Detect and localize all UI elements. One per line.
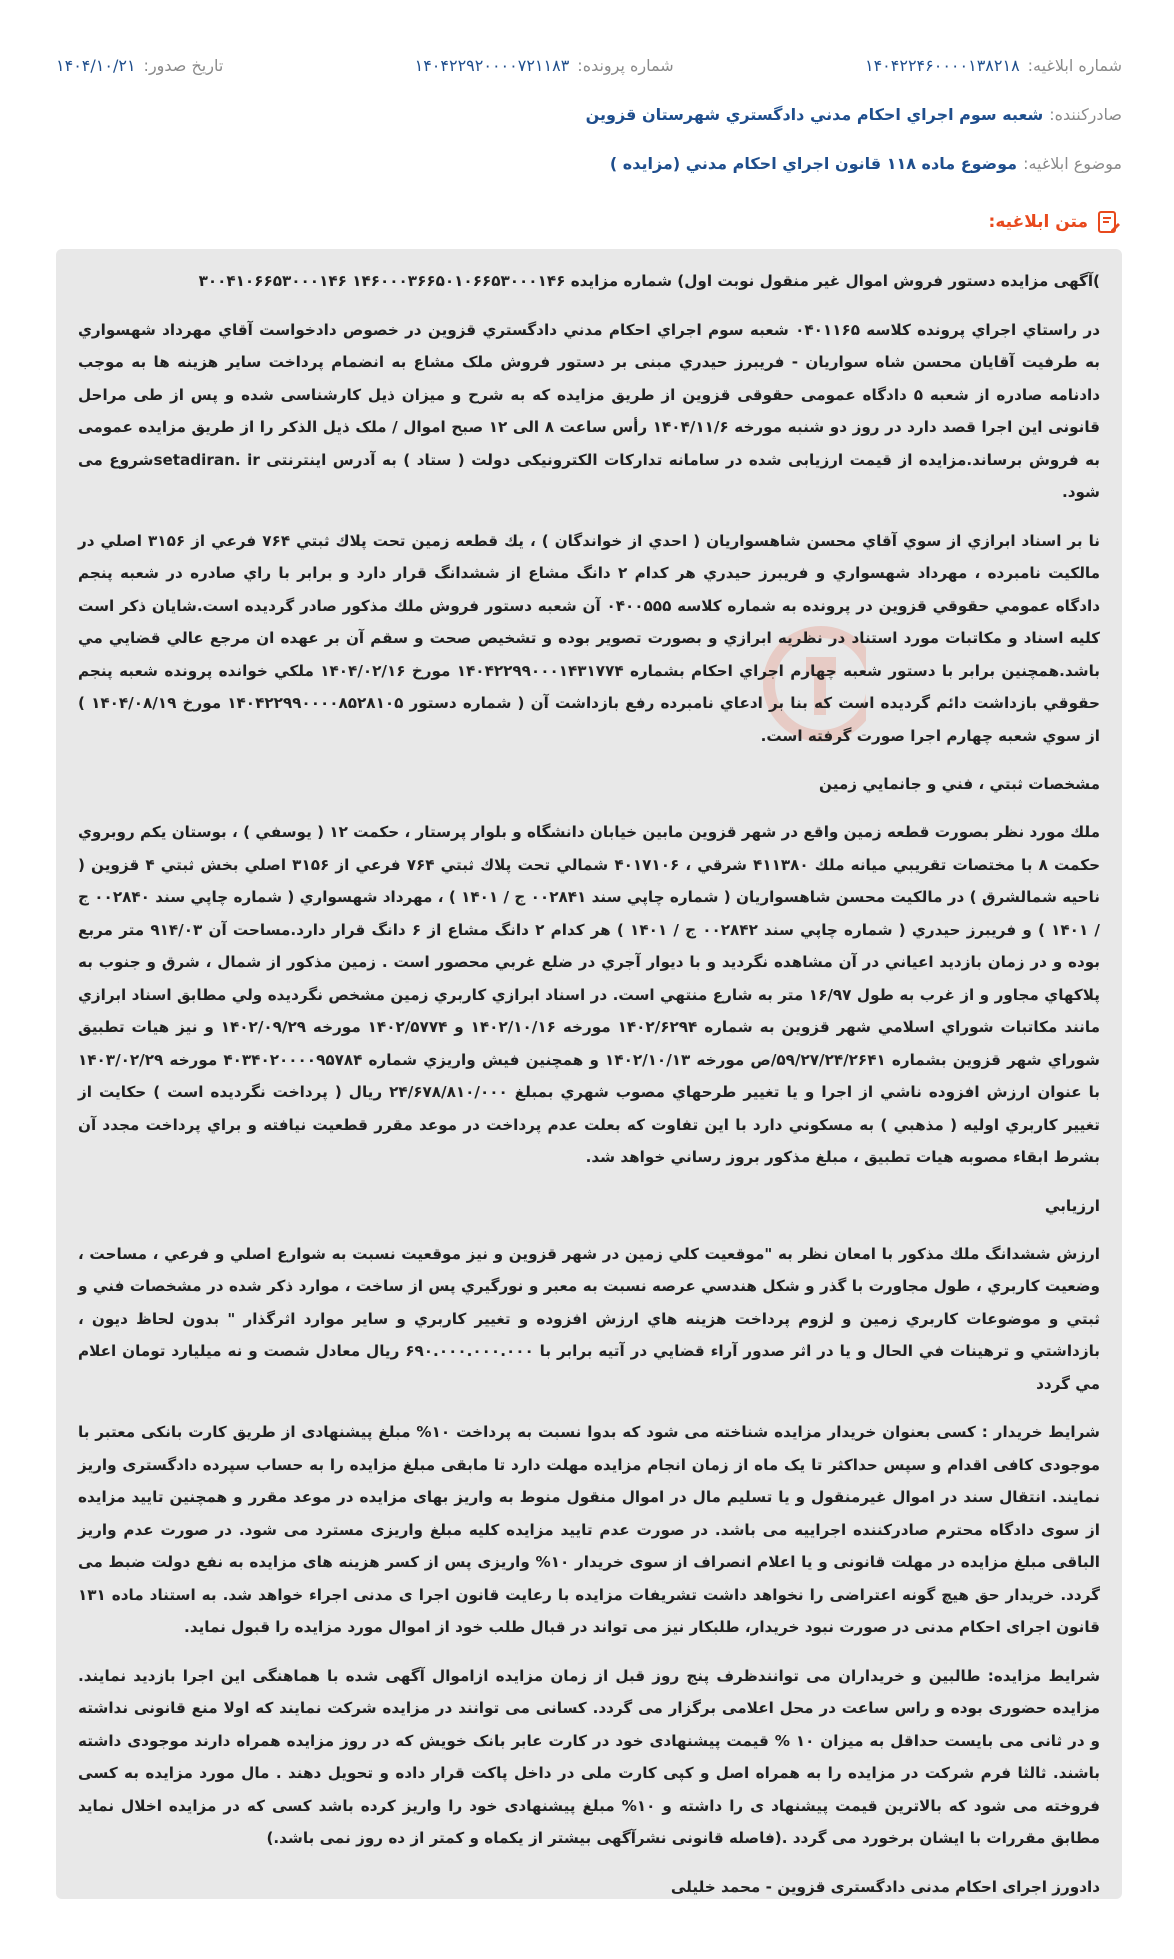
subject-label: موضوع ابلاغیه: — [1023, 154, 1122, 173]
issuer-value: شعبه سوم اجراي احکام مدني دادگستري شهرستان قزوين — [585, 105, 1044, 124]
notice-number-value: ۱۴۰۴۲۲۴۶۰۰۰۰۱۳۸۲۱۸ — [864, 56, 1020, 75]
notice-text-label: متن ابلاغیه: — [988, 212, 1088, 232]
issue-date-label: تاریخ صدور: — [143, 56, 224, 75]
valuation-heading: ارزيابي — [1044, 1196, 1100, 1215]
execution-paragraph: در راستاي اجراي پرونده کلاسه ۰۴۰۱۱۶۵ شعبه سوم اجراي احکام مدني دادگستري قزوين در خصوص دادخواست آقاي مهرداد شهسواري به طرفيت آقايان محسن شاه سواريان - فريبرز حيدري مبنی بر دستور فروش ملک مشاع به انضمام پرداخت سایر هزینه ها به موجب دادنامه صادره از شعبه ۵ دادگاه عمومی حقوقی قزوین از طریق مزایده که به شرح و میزان ذیل کارشناسی شده و پس از طی مراحل قانونی این اجرا قصد دارد در روز دو شنبه مورخه ۱۴۰۴/۱۱/۶ رأس ساعت ۸ الی ۱۲ صبح اموال / ملک ذیل الذکر را از طریق مزایده عمومی به فروش برساند.مزایده از قیمت ارزیابی شده در سامانه تدارکات الکترونیکی دولت ( ستاد ) به آدرس اینترنتی setadiran. irشروع می شود. — [78, 320, 1101, 501]
signature-line: دادورز اجرای احکام مدنی دادگستری قزوین - محمد خلیلی — [670, 1877, 1100, 1896]
specs-heading: مشخصات ثبتي ، فني و جانمايي زمين — [819, 775, 1100, 793]
valuation-paragraph: ارزش ششدانگ ملك مذكور با امعان نظر به "موقعيت كلي زمين در شهر قزوين و نيز موقعيت نسبت به شوارع اصلي و فرعي ، مساحت ، وضعيت كاربري ، طول مجاورت با گذر و شكل هندسي عرصه نسبت به معبر و نورگيري پس از ساخت ، موارد ذكر شده در مشخصات فني و ثبتي و موضوعات كاربري زمين و لزوم پرداخت هزينه هاي ارزش افزوده و تغيير كاربري و ساير موارد اثرگذار " بدون لحاظ ديون ، بازداشتي و ترهينات في الحال و يا در اثر صدور آراء قضايي در آتيه برابر با ۶۹۰.۰۰۰.۰۰۰.۰۰۰ ريال معادل شصت و نه ميليارد تومان اعلام مي گردد — [78, 1244, 1100, 1393]
notice-number — [865, 56, 1122, 75]
subject-line — [56, 154, 1122, 173]
issue-date-value: ۱۴۰۴/۱۰/۲۱ — [56, 56, 136, 75]
notice-text-heading — [56, 209, 1122, 235]
buyer-conditions-paragraph: شرایط خریدار : کسی بعنوان خریدار مزایده شناخته می شود که بدوا نسبت به پرداخت ۱۰% مبلغ پیشنهادی از طریق کارت بانکی معتبر با موجودی کافی اقدام و سپس حداکثر تا یک ماه از زمان انجام مزایده مهلت دارد تا مابقی مبلغ مزایده را به حساب سپرده دادگستری واریز نمایند. انتقال سند در اموال غیرمنقول و یا تسلیم مال در اموال منقول منوط به واریز بهای مزایده در موعد مقرر و همچنین تایید مزایده از سوی دادگاه محترم صادرکننده اجراییه می باشد. در صورت عدم تایید مزایده کلیه مبلغ واریزی مسترد می شود. در صورت عدم واریز الباقی مبلغ مزایده در مهلت قانونی و یا اعلام انصراف از سوی خریدار ۱۰% واریزی پس از کسر هزینه های مزایده به نفع دولت ضبط می گردد. خریدار حق هیچ گونه اعتراضی را نخواهد داشت تشریفات مزایده با رعایت قانون اجرا ی مدنی اجراء خواهد شد. به استناد ماده ۱۳۱ قانون اجرای احکام مدنی در صورت نبود خریدار، طلبکار نیز می تواند در قبال طلب خود از اموال مورد مزایده را قبول نماید. — [78, 1423, 1100, 1636]
auction-conditions-paragraph: شرایط مزایده: طالبین و خریداران می توانندظرف پنج روز قبل از زمان مزایده ازاموال آگهی شده با هماهنگی این اجرا بازدید نمایند. مزایده حضوری بوده و راس ساعت در محل اعلامی برگزار می گردد. کسانی می توانند در مزایده شرکت نمایند که اولا منع قانونی نداشته و در ثانی می بایست حداقل به میزان ۱۰ % قیمت پیشنهادی خود در کارت عابر بانک خویش که در روز مزایده همراه دارند موجودی داشته باشند. ثالثا فرم شرکت در مزایده را به همراه اصل و کپی کارت ملی در داخل پاکت قرار داده و تحویل دهند . مال مورد مزایده به کسی فروخته می شود که بالاترین قیمت پیشنهاد ی را داشته و ۱۰% مبلغ پیشنهادی خود را واریز کرده باشد کسی که در مزایده اخلال نماید مطابق مقررات با ایشان برخورد می گردد .(فاصله قانونی نشرآگهی بیشتر از یکماه و کمتر از ده روز نمی باشد.) — [78, 1666, 1100, 1847]
subject-value: موضوع ماده ۱۱۸ قانون اجراي احکام مدني (مزايده ) — [609, 154, 1018, 173]
case-number-label: شماره پرونده: — [577, 56, 674, 75]
case-number — [415, 56, 674, 75]
issue-date — [56, 56, 223, 75]
notice-number-label: شماره ابلاغیه: — [1027, 56, 1122, 75]
notice-meta-row — [56, 0, 1122, 75]
notice-content-box — [56, 249, 1122, 1899]
case-number-value: ۱۴۰۴۲۲۹۲۰۰۰۰۷۲۱۱۸۳ — [414, 56, 570, 75]
document-edit-icon — [1096, 209, 1122, 235]
auction-title-paragraph: )آگهی مزایده دستور فروش اموال غیر منقول نوبت اول) شماره مزایده ۱۴۶۰۰۰۳۶۶۵۰۱۰۶۶۵۳۰۰۰۱۴۶ ۳۰۰۴۱۰۶۶۵۳۰۰۰۱۴۶ — [198, 272, 1100, 290]
issuer-label: صادرکننده: — [1049, 105, 1122, 124]
specs-paragraph: ملك مورد نظر بصورت قطعه زمين واقع در شهر قزوين مابين خيابان دانشگاه و بلوار پرستار ، حكمت ۱۲ ( يوسفي ) ، بوستان يكم روبروي حكمت ۸ با مختصات تقريبي ميانه ملك ۴۱۱۳۸۰ شرقي ، ۴۰۱۷۱۰۶ شمالي تحت پلاك ثبتي ۷۶۴ فرعي از ۳۱۵۶ اصلي بخش ثبتي ۴ قزوين ( ناحيه شمالشرق ) در مالكيت محسن شاهسواريان ( شماره چاپي سند ۰۰۲۸۴۱ ج / ۱۴۰۱ ) ، مهرداد شهسواري ( شماره چاپي سند ۰۰۲۸۴۰ ج / ۱۴۰۱ ) و فريبرز حيدري ( شماره چاپي سند ۰۰۲۸۴۲ ج / ۱۴۰۱ ) هر كدام ۲ دانگ مشاع از ۶ دانگ قرار دارد.مساحت آن ۹۱۴/۰۳ متر مربع بوده و در زمان بازديد اعياني در آن مشاهده نگرديد و با ديوار آجري در ضلع غربي محصور است . زمين مذكور از شمال ، شرق و جنوب به پلاكهاي مجاور و از غرب به طول ۱۶/۹۷ متر به شارع منتهي است. در اسناد ابرازي كاربري زمين مشخص نگرديده ولي مطابق اسناد ابرازي مانند مكاتبات شوراي اسلامي شهر قزوين به شماره ۱۴۰۲/۶۲۹۴ مورخه ۱۴۰۲/۱۰/۱۶ و ۱۴۰۲/۵۷۷۴ مورخه ۱۴۰۲/۰۹/۲۹ و نيز هيات تطبيق شوراي شهر قزوين بشماره ۵۹/۲۷/۲۴/۲۶۴۱/ص مورخه ۱۴۰۲/۱۰/۱۳ و همچنين فيش واريزي شماره ۴۰۳۴۰۲۰۰۰۰۹۵۷۸۴ مورخه ۱۴۰۳/۰۲/۲۹ با عنوان ارزش افزوده ناشي از اجرا و يا تغيير طرحهاي مصوب شهري بمبلغ ۲۴/۶۷۸/۸۱۰/۰۰۰ ريال ( پرداخت نگرديده است ) حكايت از تغيير كاربري اوليه ( مذهبي ) به مسكوني دارد با اين تفاوت كه بعلت عدم پرداخت در موعد مقرر قطعيت نيافته و براي پرداخت مجدد آن بشرط ابقاء مصوبه هيات تطبيق ، مبلغ مذكور بروز رساني خواهد شد. — [78, 823, 1101, 1166]
issuer-line — [56, 105, 1122, 124]
ownership-paragraph: نا بر اسناد ابرازي از سوي آقاي محسن شاهسواريان ( احدي از خواندگان ) ، يك قطعه زمين تحت پلاك ثبتي ۷۶۴ فرعي از ۳۱۵۶ اصلي در مالكيت نامبرده ، مهرداد شهسواري و فريبرز حيدري هر كدام ۲ دانگ مشاع از ششدانگ قرار دارد و برابر با راي صادره در شعبه پنجم دادگاه عمومي حقوقي قزوين در پرونده به شماره كلاسه ۰۴۰۰۵۵۵ آن شعبه دستور فروش ملك مذكور صادر گرديده است.شايان ذكر است كليه اسناد و مكاتبات مورد استناد در نظريه ابرازي و بصورت تصوير بوده و تشخيص صحت و سقم آن بر عهده ان مرجع عالي قضايي مي باشد.همچنين برابر با دستور شعبه چهارم اجراي احكام بشماره ۱۴۰۴۲۲۹۹۰۰۰۱۴۳۱۷۷۴ مورخ ۱۴۰۴/۰۲/۱۶ ملكي خوانده پرونده شعبه پنجم حقوقي بازداشت دائم گرديده است كه بنا بر ادعاي نامبرده رفع بازداشت آن ( شماره دستور ۱۴۰۴۲۲۹۹۰۰۰۰۸۵۲۸۱۰۵ مورخ ۱۴۰۴/۰۸/۱۹ ) از سوي شعبه چهارم اجرا صورت گرفته است. — [78, 531, 1100, 745]
